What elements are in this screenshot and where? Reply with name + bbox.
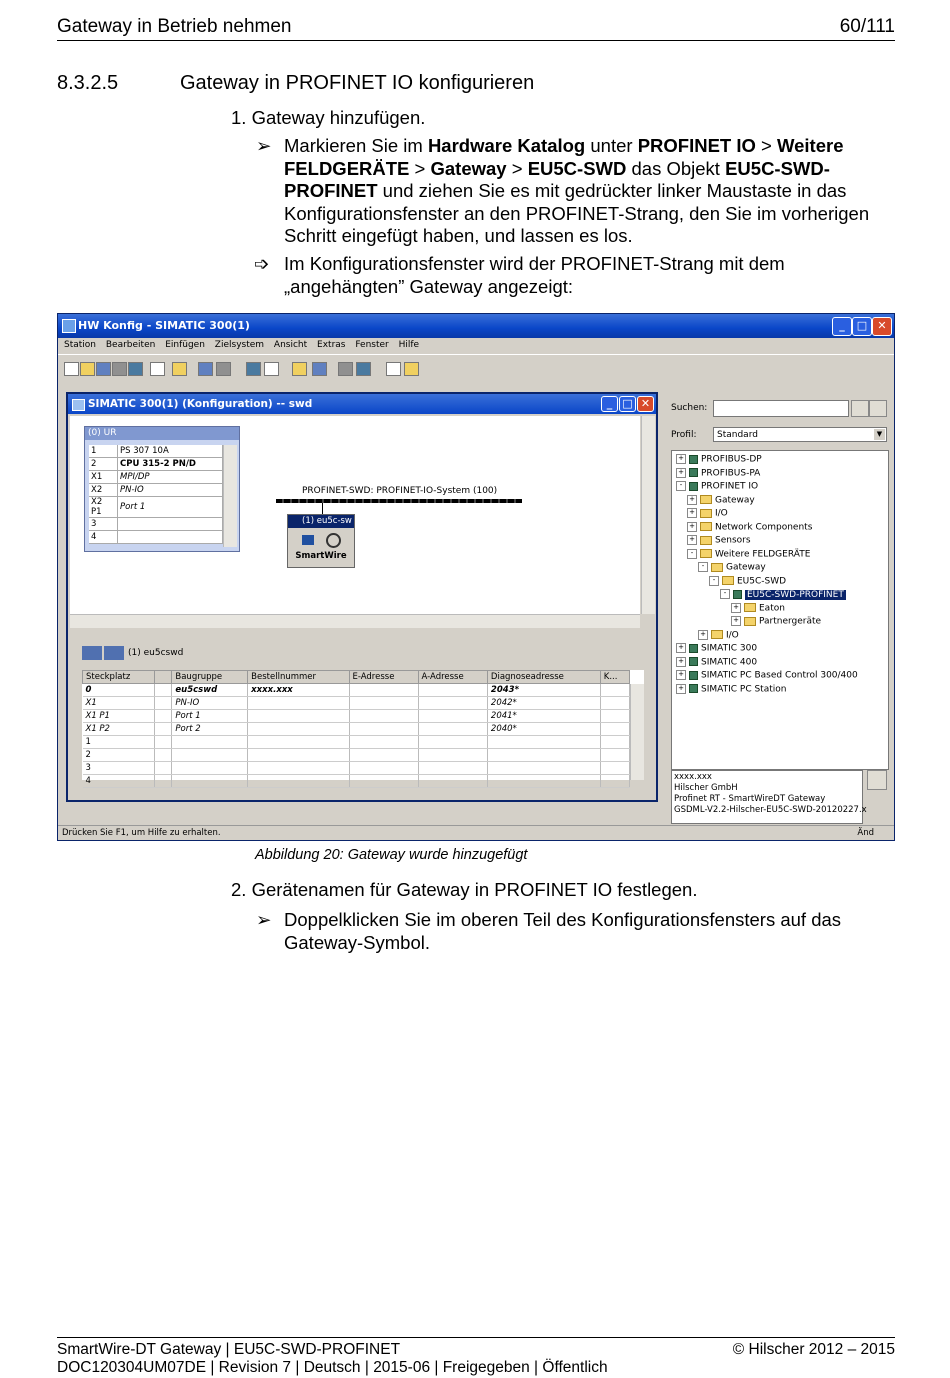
rack-cell: 1 (89, 445, 118, 458)
collapse-icon[interactable]: - (676, 481, 686, 491)
tree-item-label: Sensors (715, 535, 751, 546)
folder-icon (700, 536, 712, 545)
rack-cell: PN-IO (118, 484, 223, 497)
tree-item[interactable] (676, 670, 858, 681)
rack-row[interactable] (89, 458, 223, 471)
expand-icon[interactable]: + (731, 603, 741, 613)
device-icon (689, 684, 698, 693)
expand-icon[interactable]: + (676, 468, 686, 478)
table-cell (248, 775, 349, 788)
table-cell (248, 749, 349, 762)
table-cell (487, 775, 600, 788)
station-hscroll[interactable] (70, 614, 640, 628)
toolbar-button-icon[interactable] (264, 362, 279, 376)
tree-item[interactable] (698, 562, 766, 573)
rack-row[interactable] (89, 484, 223, 497)
tree-item-label: PROFINET IO (701, 481, 759, 492)
toolbar-button-icon[interactable] (112, 362, 127, 376)
table-row[interactable] (83, 736, 630, 749)
expand-icon[interactable]: + (698, 630, 708, 640)
table-cell (349, 723, 418, 736)
tree-item-label: I/O (715, 508, 728, 519)
table-cell: 2 (83, 749, 155, 762)
table-cell (418, 684, 487, 697)
device-icon (689, 482, 698, 491)
table-cell (600, 684, 629, 697)
rack-row[interactable] (89, 445, 223, 458)
table-cell: 2043* (487, 684, 600, 697)
expand-icon[interactable]: + (676, 454, 686, 464)
rack-cell: 2 (89, 458, 118, 471)
device-icon (689, 644, 698, 653)
table-cell (600, 749, 629, 762)
menu-einfuegen[interactable]: Einfügen (165, 340, 205, 350)
section-number: 8.3.2.5 (57, 72, 119, 94)
table-cell (600, 710, 629, 723)
device-title: (1) eu5c-sw (288, 515, 354, 528)
page-header-title: Gateway in Betrieb nehmen (57, 16, 292, 37)
step-1-result: Im Konfigurationsfenster wird der PROFINET-Strang mit dem „angehängten” Gateway angezeigt: (284, 253, 785, 297)
eaton-logo-icon (326, 533, 341, 548)
search-input[interactable] (713, 400, 849, 417)
table-cell (600, 762, 629, 775)
tree-item-label: Eaton (759, 603, 785, 613)
menu-fenster[interactable]: Fenster (355, 340, 389, 350)
table-cell (418, 762, 487, 775)
toolbar-button-icon[interactable] (198, 362, 213, 376)
tree-item[interactable] (687, 522, 812, 533)
table-cell: Port 2 (172, 723, 248, 736)
tree-item[interactable] (687, 508, 728, 519)
step-2-instruction: Doppelklicken Sie im oberen Teil des Konfigurationsfensters auf das Gateway-Symbol. (284, 909, 842, 953)
detail-column-header[interactable]: Diagnoseadresse (487, 671, 600, 684)
info-order-number: xxxx.xxx (674, 772, 712, 782)
figure-caption: Abbildung 20: Gateway wurde hinzugefügt (255, 847, 528, 863)
tree-item-label: Gateway (715, 495, 755, 505)
table-cell (349, 710, 418, 723)
tree-item-label: SIMATIC 300 (701, 643, 758, 654)
collapse-icon[interactable]: - (709, 576, 719, 586)
tree-item-label: SIMATIC PC Based Control 300/400 (701, 670, 858, 681)
footer-rule (57, 1337, 895, 1338)
maximize-button[interactable]: □ (852, 317, 872, 336)
rack-cell: 3 (89, 518, 118, 531)
expand-icon[interactable]: + (676, 684, 686, 694)
table-cell (155, 710, 172, 723)
toolbar-button-icon[interactable] (312, 362, 327, 376)
table-cell (600, 736, 629, 749)
rack-cell (118, 531, 223, 544)
table-cell (155, 697, 172, 710)
catalog-info (671, 770, 867, 824)
expand-icon[interactable]: + (687, 495, 697, 505)
station-vscroll[interactable] (641, 416, 655, 614)
table-row[interactable] (83, 723, 630, 736)
status-bar (58, 825, 894, 840)
table-cell (487, 736, 600, 749)
toolbar-button-icon[interactable] (172, 362, 187, 376)
info-gsdml: GSDML-V2.2-Hilscher-EU5C-SWD-20120227.x (674, 805, 867, 815)
detail-column-header[interactable]: Bestellnummer (248, 671, 349, 684)
table-row[interactable] (83, 710, 630, 723)
table-cell (418, 736, 487, 749)
hw-config-screenshot (57, 313, 895, 841)
table-cell (155, 749, 172, 762)
detail-column-header[interactable]: Baugruppe (172, 671, 248, 684)
table-cell (248, 710, 349, 723)
minimize-button[interactable]: _ (832, 317, 852, 336)
tree-item[interactable] (698, 630, 739, 641)
page-number: 60/111 (839, 16, 895, 37)
profile-label: Profil: (671, 430, 697, 440)
table-cell (248, 697, 349, 710)
tree-item-label: SIMATIC 400 (701, 657, 758, 667)
menu-ansicht[interactable]: Ansicht (273, 340, 308, 350)
folder-icon (700, 509, 712, 518)
tree-item[interactable] (676, 468, 760, 479)
folder-icon (711, 630, 723, 639)
rack-row[interactable] (89, 531, 223, 544)
folder-icon (700, 522, 712, 531)
table-cell (349, 762, 418, 775)
table-cell (172, 749, 248, 762)
tree-item-label: SIMATIC PC Station (701, 684, 787, 694)
rack-cell (118, 518, 223, 531)
device-icon (689, 657, 698, 666)
toolbar-button-icon[interactable] (404, 362, 419, 376)
table-cell (600, 697, 629, 710)
rack-cell: X1 (89, 471, 118, 484)
device-icon (689, 468, 698, 477)
table-cell: X1 P2 (83, 723, 155, 736)
search-up-button[interactable] (869, 400, 887, 417)
table-cell (155, 684, 172, 697)
menu-station[interactable]: Station (64, 340, 96, 350)
folder-icon (700, 549, 712, 558)
bus-label: PROFINET-SWD: PROFINET-IO-System (100) (302, 486, 498, 496)
detail-column-header[interactable]: E-Adresse (349, 671, 418, 684)
tree-item-label: PROFIBUS-DP (701, 454, 762, 465)
section-title: Gateway in PROFINET IO konfigurieren (180, 72, 535, 94)
expand-icon[interactable]: + (676, 643, 686, 653)
toolbar-button-icon[interactable] (356, 362, 371, 376)
toolbar-button-icon[interactable] (292, 362, 307, 376)
profile-value: Standard (717, 430, 758, 440)
expand-icon[interactable]: + (687, 535, 697, 545)
tree-item[interactable] (731, 616, 821, 627)
rack-title: (0) UR (85, 427, 239, 440)
folder-icon (744, 617, 756, 626)
detail-table (82, 670, 644, 786)
app-title-bar (58, 314, 894, 338)
config-minimize-button[interactable]: _ (601, 396, 618, 412)
toolbar-button-icon[interactable] (150, 362, 165, 376)
catalog-info-button[interactable] (867, 770, 887, 790)
table-cell: X1 P1 (83, 710, 155, 723)
table-cell: 3 (83, 762, 155, 775)
step-2-label: 2. Gerätenamen für Gateway in PROFINET IO festlegen. (231, 879, 698, 900)
device-icon (689, 671, 698, 680)
hardware-catalog (667, 382, 891, 830)
table-cell (349, 697, 418, 710)
tree-item[interactable] (676, 684, 786, 695)
search-down-button[interactable] (851, 400, 869, 417)
smartwire-logo-icon (302, 535, 314, 545)
header-rule (57, 40, 895, 41)
status-mode: Änd (857, 828, 874, 838)
table-cell (155, 775, 172, 788)
toolbar-button-icon[interactable] (386, 362, 401, 376)
tree-item[interactable] (676, 643, 757, 654)
folder-icon (711, 563, 723, 572)
tree-item[interactable] (687, 549, 810, 560)
rack-row[interactable] (89, 497, 223, 518)
table-cell (418, 775, 487, 788)
table-cell (487, 749, 600, 762)
table-cell: xxxx.xxx (248, 684, 349, 697)
table-cell: Port 1 (172, 710, 248, 723)
toolbar-button-icon[interactable] (216, 362, 231, 376)
step-1-instruction: Markieren Sie im Hardware Katalog unter PROFINET IO > Weitere FELDGERÄTE > Gateway > EU5C-SWD das Objekt EU5C-SWD- PROFINET und ziehen Sie es mit gedrückter linker Maustaste in das Konfigurationsfenster an den PROFINET-Strang, den Sie im vorherigen Schritt eingefügt haben, und lassen es los. (284, 135, 870, 246)
expand-icon[interactable]: + (687, 508, 697, 518)
table-cell (418, 697, 487, 710)
rack-cell: 4 (89, 531, 118, 544)
collapse-icon[interactable]: - (698, 562, 708, 572)
table-cell (418, 723, 487, 736)
rack-cell: X2 P1 (89, 497, 118, 518)
chevron-down-icon[interactable]: ▼ (874, 429, 885, 440)
toolbar-button-icon[interactable] (96, 362, 111, 376)
bullet-arrow-icon: ➢ (256, 135, 272, 156)
collapse-icon[interactable]: - (720, 589, 730, 599)
table-row[interactable] (83, 697, 630, 710)
expand-icon[interactable]: + (676, 670, 686, 680)
footer-product: SmartWire-DT Gateway | EU5C-SWD-PROFINET (57, 1341, 401, 1358)
folder-icon (700, 495, 712, 504)
detail-station-label: (1) eu5cswd (128, 648, 184, 658)
config-window-title: SIMATIC 300(1) (Konfiguration) -- swd (88, 398, 313, 410)
table-cell (349, 749, 418, 762)
toolbar-button-icon[interactable] (246, 362, 261, 376)
app-title: HW Konfig - SIMATIC 300(1) (78, 319, 250, 332)
toolbar-button-icon[interactable] (80, 362, 95, 376)
tree-item[interactable] (731, 603, 785, 614)
tree-item-label: EU5C-SWD (737, 576, 787, 586)
table-cell: 4 (83, 775, 155, 788)
folder-icon (722, 576, 734, 585)
config-window-icon (72, 399, 85, 411)
table-cell (248, 762, 349, 775)
table-row[interactable] (83, 749, 630, 762)
device-icon (733, 590, 742, 599)
table-cell (487, 762, 600, 775)
table-cell (172, 736, 248, 749)
table-row[interactable] (83, 775, 630, 788)
menu-bearbeiten[interactable]: Bearbeiten (105, 340, 156, 350)
rack-ur[interactable] (84, 426, 240, 552)
table-row[interactable] (83, 684, 630, 697)
menu-bar (64, 340, 426, 350)
table-cell (418, 749, 487, 762)
tree-item-label: Partnergeräte (759, 616, 822, 627)
profile-select[interactable] (713, 427, 887, 442)
table-cell: 2041* (487, 710, 600, 723)
config-maximize-button[interactable]: □ (619, 396, 636, 412)
table-cell: X1 (83, 697, 155, 710)
search-label: Suchen: (671, 403, 708, 413)
table-cell (600, 775, 629, 788)
expand-icon[interactable]: + (676, 657, 686, 667)
table-cell: 2042* (487, 697, 600, 710)
table-cell: 2040* (487, 723, 600, 736)
table-cell (349, 775, 418, 788)
table-cell (248, 723, 349, 736)
device-icon (689, 455, 698, 464)
bullet-arrow-icon-2: ➢ (256, 909, 272, 930)
table-cell (172, 762, 248, 775)
footer-doc-info: DOC120304UM07DE | Revision 7 | Deutsch | 2015-06 | Freigegeben | Öffentlich (57, 1359, 608, 1376)
back-arrow-icon[interactable] (82, 646, 102, 660)
app-icon (62, 319, 76, 333)
detail-column-header[interactable]: Steckplatz (83, 671, 155, 684)
rack-cell: Port 1 (118, 497, 223, 518)
folder-icon (744, 603, 756, 612)
table-cell (172, 775, 248, 788)
tree-item-label: I/O (726, 630, 739, 640)
menu-hilfe[interactable]: Hilfe (398, 340, 420, 350)
tree-item[interactable] (687, 535, 751, 546)
station-view (70, 416, 640, 614)
table-cell (349, 684, 418, 697)
tree-item-label: PROFIBUS-PA (701, 468, 761, 478)
expand-icon[interactable]: + (731, 616, 741, 626)
table-cell: 0 (83, 684, 155, 697)
config-window-title-bar (68, 394, 656, 414)
close-button[interactable]: ✕ (872, 317, 892, 336)
table-cell (349, 736, 418, 749)
detail-column-header[interactable]: K... (600, 671, 629, 684)
tree-item[interactable] (687, 495, 755, 506)
toolbar-button-icon[interactable] (128, 362, 143, 376)
config-window (66, 392, 658, 802)
expand-icon[interactable]: + (687, 522, 697, 532)
rack-cell: PS 307 10A (118, 445, 223, 458)
tree-item-label: Weitere FELDGERÄTE (715, 549, 811, 559)
table-cell: 1 (83, 736, 155, 749)
catalog-tree (671, 450, 889, 770)
table-row[interactable] (83, 762, 630, 775)
toolbar-button-icon[interactable] (64, 362, 79, 376)
detail-column-header[interactable] (155, 671, 172, 684)
tree-item-label: Network Components (715, 522, 813, 532)
tree-item[interactable] (676, 481, 758, 492)
tree-item[interactable] (720, 589, 846, 600)
table-cell (418, 710, 487, 723)
info-vendor: Hilscher GmbH (674, 783, 738, 793)
table-cell (248, 736, 349, 749)
table-cell: PN-IO (172, 697, 248, 710)
menu-extras[interactable]: Extras (317, 340, 346, 350)
profinet-bus-line[interactable] (276, 499, 522, 503)
forward-arrow-icon[interactable] (104, 646, 124, 660)
collapse-icon[interactable]: - (687, 549, 697, 559)
menu-zielsystem[interactable]: Zielsystem (214, 340, 265, 350)
tree-item-label: EU5C-SWD-PROFINET (747, 589, 844, 600)
tree-item[interactable] (709, 576, 786, 587)
tree-item[interactable] (676, 657, 757, 668)
table-cell (155, 736, 172, 749)
table-cell (155, 723, 172, 736)
status-text: Drücken Sie F1, um Hilfe zu erhalten. (62, 828, 221, 838)
table-cell: eu5cswd (172, 684, 248, 697)
tree-item[interactable] (676, 454, 762, 465)
table-cell (600, 723, 629, 736)
rack-cell: MPI/DP (118, 471, 223, 484)
gateway-device-icon[interactable] (287, 514, 355, 568)
info-description: Profinet RT - SmartWireDT Gateway (674, 794, 826, 804)
device-label: SmartWire (295, 551, 347, 561)
step-1-label: 1. Gateway hinzufügen. (231, 107, 426, 128)
footer-copyright: © Hilscher 2012 – 2015 (732, 1341, 895, 1358)
config-close-button[interactable]: ✕ (637, 396, 654, 412)
rack-row[interactable] (89, 518, 223, 531)
rack-row[interactable] (89, 471, 223, 484)
table-cell (155, 762, 172, 775)
detail-column-header[interactable]: A-Adresse (418, 671, 487, 684)
rack-cell: X2 (89, 484, 118, 497)
tree-item-label: Gateway (726, 562, 766, 573)
result-arrow-icon: ➩ (254, 253, 270, 274)
rack-cell: CPU 315-2 PN/D (118, 458, 223, 471)
toolbar-button-icon[interactable] (338, 362, 353, 376)
